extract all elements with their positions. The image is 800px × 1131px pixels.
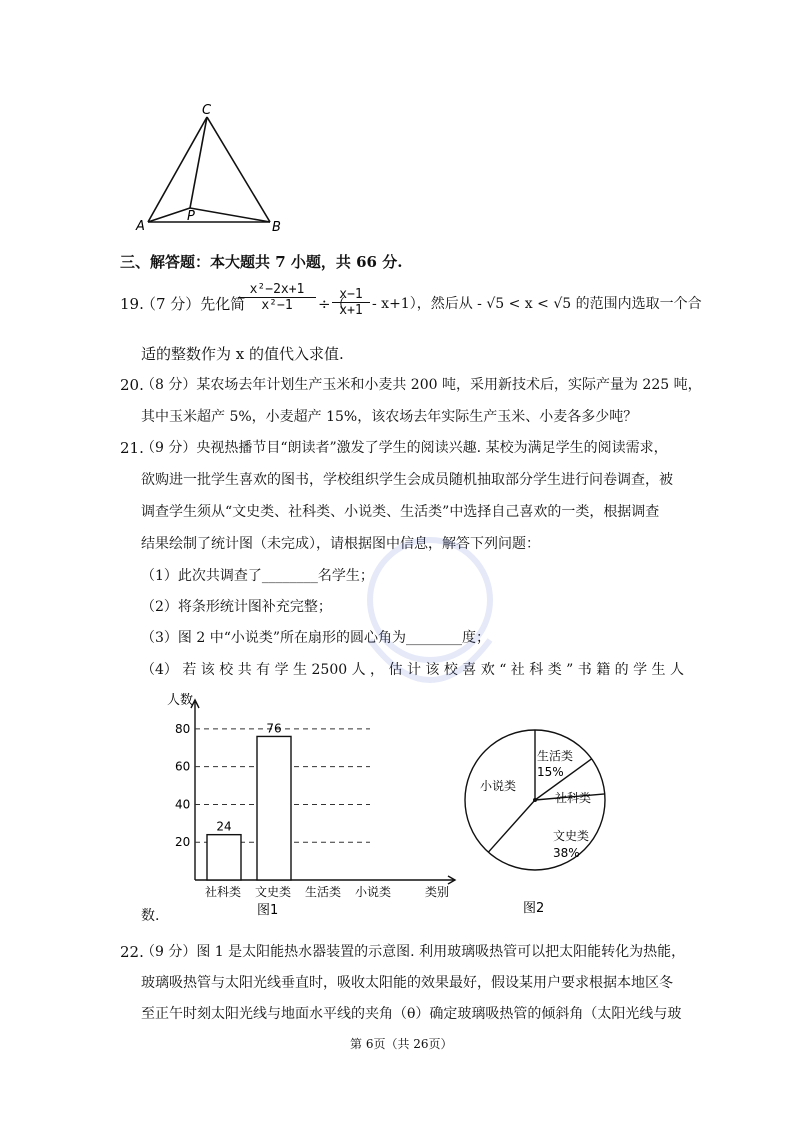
x-tick-label-1: 社科类 xyxy=(205,885,242,899)
bar-value-label-2: 76 xyxy=(266,721,282,736)
section-title: 三、解答题：本大题共 7 小题，共 66 分. xyxy=(120,253,403,271)
q22-line1: （9 分）图 1 是太阳能热水器装置的示意图. 利用玻璃吸热管可以把太阳能转化为热能， xyxy=(141,944,686,960)
triangle-figure xyxy=(130,100,290,240)
label-a: A xyxy=(136,219,145,234)
q19-fraction-2 xyxy=(332,287,370,318)
y-axis-label: 人数 xyxy=(167,693,194,708)
bar-2 xyxy=(257,736,291,880)
chart-title: 图1 xyxy=(257,903,279,918)
bar-1 xyxy=(207,835,241,880)
x-tick-label-3: 生活类 xyxy=(305,885,342,899)
q21-sub1: （1）此次共调查了________名学生； xyxy=(141,568,374,584)
q22-number: 22. xyxy=(120,943,144,961)
pie-percent-3: 38% xyxy=(553,846,580,860)
q19-div: ÷（ xyxy=(318,295,346,313)
y-tick-label-80: 80 xyxy=(175,721,191,736)
q21-sub2: （2）将条形统计图补充完整； xyxy=(141,599,332,615)
q21-number: 21. xyxy=(120,439,144,457)
y-tick-label-20: 20 xyxy=(175,835,191,850)
x-tick-label-4: 小说类 xyxy=(355,885,392,899)
q19-score: （7 分）先化简 xyxy=(141,295,246,313)
q19-fraction-1 xyxy=(238,282,316,313)
q22-line2: 玻璃吸热管与太阳光线垂直时，吸收太阳能的效果最好，假设某用户要求根据本地区冬 xyxy=(141,975,673,991)
q21-sub4-end: 数. xyxy=(141,908,160,924)
q21-sub4: （4） 若 该 校 共 有 学 生 2500 人 ， 估 计 该 校 喜 欢 “ 社 科 类 ” 书 籍 的 学 生 人 xyxy=(141,662,685,678)
q22-line3: 至正午时刻太阳光线与地面水平线的夹角（θ）确定玻璃吸热管的倾斜角（太阳光线与玻 xyxy=(141,1006,682,1022)
q21-line1: （9 分）央视热播节目“朗读者”激发了学生的阅读兴趣. 某校为满足学生的阅读需求， xyxy=(141,440,668,456)
pie-label-4: 小说类 xyxy=(480,779,517,793)
pie-label-2: 社科类 xyxy=(555,791,592,805)
pie-chart-figure2 xyxy=(460,715,630,915)
q21-sub3: （3）图 2 中“小说类”所在扇形的圆心角为________度； xyxy=(141,630,491,646)
q20-number: 20. xyxy=(120,376,144,394)
pie-percent-1: 15% xyxy=(537,765,564,779)
x-tick-label-2: 文史类 xyxy=(255,885,292,899)
x-axis-label: 类别 xyxy=(425,885,450,899)
q19-line2: 适的整数作为 x 的值代入求值. xyxy=(141,345,344,363)
q21-line4: 结果绘制了统计图（未完成），请根据图中信息，解答下列问题： xyxy=(141,536,540,552)
q19-frac2-numerator: x−1 xyxy=(332,287,370,303)
label-b: B xyxy=(272,220,281,235)
q21-line2: 欲购进一批学生喜欢的图书，学校组织学生会成员随机抽取部分学生进行问卷调查，被 xyxy=(141,472,673,488)
pie-label-3: 文史类 xyxy=(553,829,590,843)
q19-number: 19. xyxy=(120,295,144,313)
pie-label-1: 生活类 xyxy=(537,749,574,763)
q19-frac1-numerator: x²−2x+1 xyxy=(238,282,316,298)
q20-line2: 其中玉米超产 5%，小麦超产 15%，该农场去年实际生产玉米、小麦各多少吨？ xyxy=(141,409,638,425)
q19-frac2-denominator: x+1 xyxy=(339,303,363,318)
y-tick-label-40: 40 xyxy=(175,797,191,812)
chart-title: 图2 xyxy=(523,901,545,915)
bar-chart-figure1 xyxy=(150,690,470,925)
y-tick-label-60: 60 xyxy=(175,759,191,774)
q19-tail: - x+1），然后从 - √5 < x < √5 的范围内选取一个合 xyxy=(372,296,702,312)
q19-frac1-denominator: x²−1 xyxy=(261,298,293,313)
pie-center xyxy=(533,798,537,802)
label-c: C xyxy=(202,103,212,118)
q20-line1: （8 分）某农场去年计划生产玉米和小麦共 200 吨，采用新技术后，实际产量为 225 吨， xyxy=(141,377,702,393)
q21-line3: 调查学生须从“文史类、社科类、小说类、生活类”中选择自己喜欢的一类，根据调查 xyxy=(141,504,660,520)
page-footer: 第 6页（共 26页） xyxy=(350,1037,453,1051)
bar-value-label-1: 24 xyxy=(216,819,232,834)
label-p: P xyxy=(187,209,195,224)
